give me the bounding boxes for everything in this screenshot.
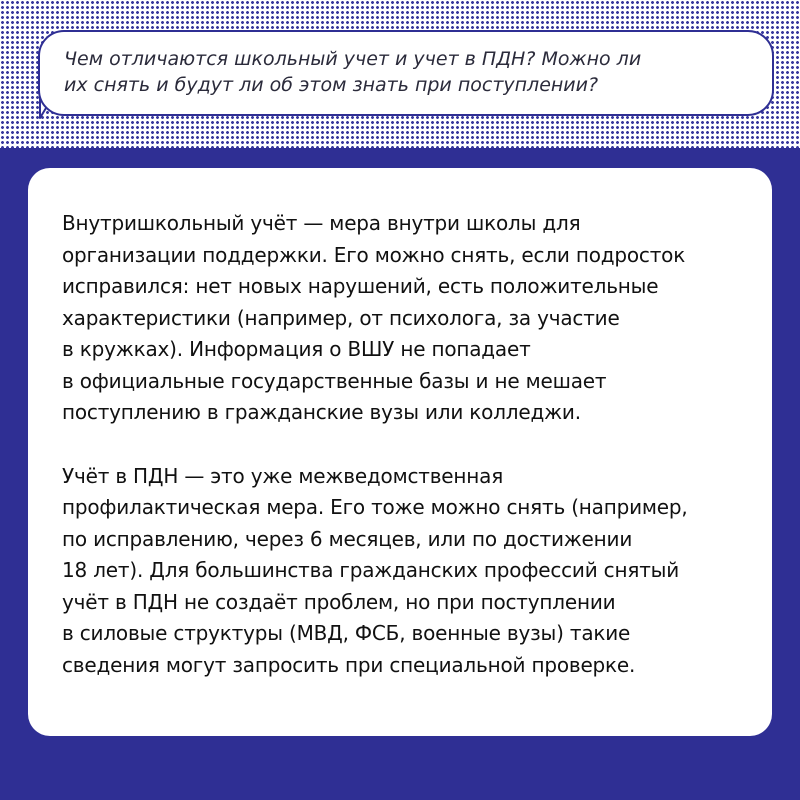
answer-card: [28, 168, 772, 736]
answer-paragraph-pdn: Учёт в ПДН — это уже межведомственная профилактическая мера. Его тоже можно снять (например, по исправлению, через 6 месяцев, или по достижении 18 лет). Для большинства гражданских профессий снятый учёт в ПДН не создаёт проблем, но при поступлении в силовые структуры (МВД, ФСБ, военные вузы) такие сведения могут запросить при специальной проверке.: [62, 463, 688, 677]
question-text: Чем отличаются школьный учет и учет в ПДН? Можно ли их снять и будут ли об этом знать при поступлении?: [64, 48, 642, 96]
question-bubble: [38, 30, 774, 116]
answer-paragraph-school: Внутришкольный учёт — мера внутри школы для организации поддержки. Его можно снять, если подросток исправился: нет новых нарушений, есть положительные характеристики (например, от психолога, за участие в кружках). Информация о ВШУ не попадает в официальные государственные базы и не мешает поступлению в гражданские вузы или колледжи.: [62, 211, 686, 424]
